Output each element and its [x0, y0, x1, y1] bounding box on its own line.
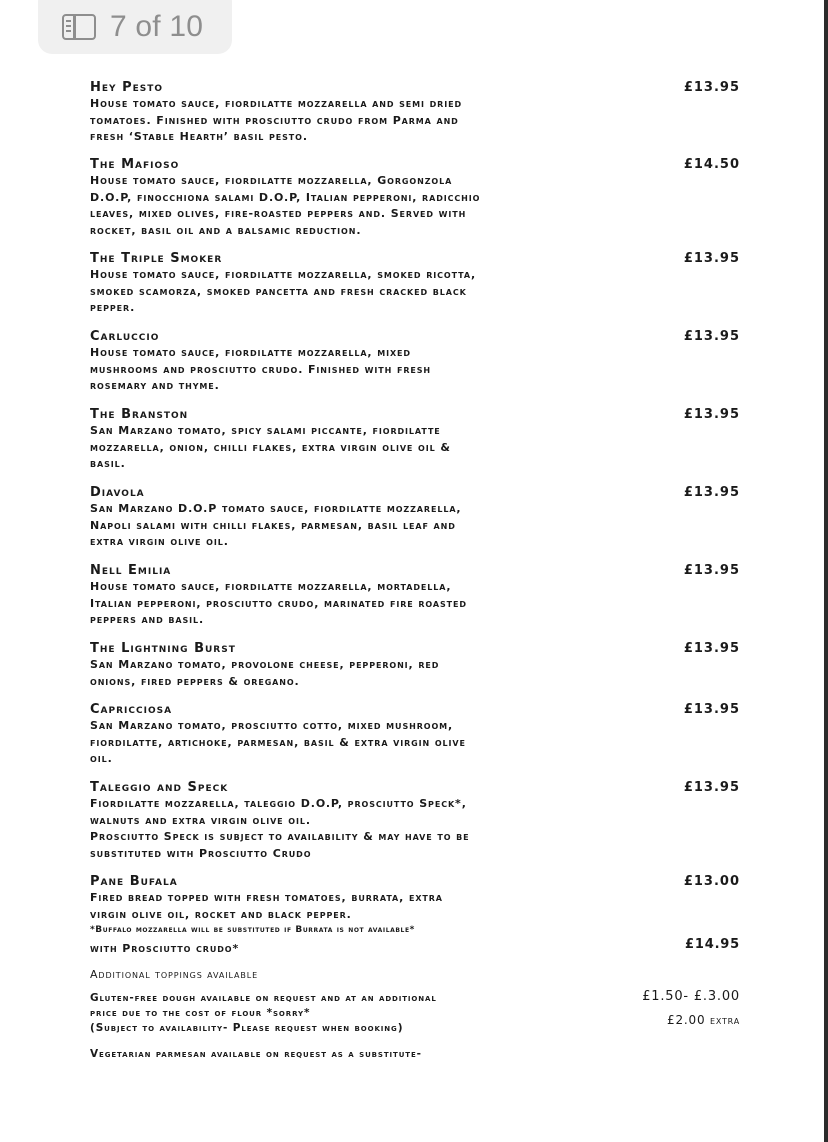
menu-item-name: Taleggio and Speck: [90, 780, 229, 795]
menu-item-taleggio-and-speck: [90, 779, 740, 862]
notice-line: price due to the cost of flour *sorry*: [90, 1007, 311, 1019]
menu-item-price: £13.95: [683, 485, 740, 500]
menu-item-description: [90, 718, 610, 768]
desc-line: House tomato sauce, fiordilatte mozzarella and semi dried: [90, 97, 462, 110]
notice-line: (Subject to availability- Please request when booking): [90, 1022, 404, 1034]
menu-item-price: £14.50: [683, 157, 740, 172]
toppings-label: Additional toppings available: [90, 968, 259, 981]
menu-item-price: £13.00: [683, 874, 740, 889]
desc-line: virgin olive oil, rocket and black pepper.: [90, 907, 352, 921]
desc-line: House tomato sauce, fiordilatte mozzarella, smoked ricotta,: [90, 268, 477, 281]
menu-item-price: £13.95: [683, 702, 740, 717]
menu-item-description: [90, 267, 610, 317]
desc-line: tomatoes. Finished with prosciutto crudo from Parma and: [90, 113, 459, 127]
menu-item-name: Carluccio: [90, 329, 160, 344]
toppings-price: £1.50- £.3.00: [642, 989, 740, 1004]
desc-line: leaves, mixed olives, fire-roasted peppers and. Served with: [90, 207, 467, 220]
desc-line: San Marzano tomato, spicy salami piccante, fiordilatte: [90, 424, 441, 437]
desc-line: Fiordilatte mozzarella, taleggio D.O.P, prosciutto Speck*,: [90, 797, 467, 810]
menu-item-description: [90, 796, 610, 862]
menu-item-the-lightning-burst: [90, 640, 740, 690]
menu-item-name: The Lightning Burst: [90, 641, 236, 656]
desc-line: peppers and basil.: [90, 613, 205, 626]
desc-line: basil.: [90, 457, 126, 470]
page-indicator-text: 7 of 10: [110, 10, 204, 43]
menu-item-description: [90, 890, 610, 923]
menu-item-description: [90, 579, 610, 629]
prosciutto-option-label: with Prosciutto crudo*: [90, 942, 240, 955]
menu-item-name: Capricciosa: [90, 702, 173, 717]
desc-line: substituted with Prosciutto Crudo: [90, 846, 312, 860]
menu-item-nell-emilia: [90, 562, 740, 629]
menu-item-name: Pane Bufala: [90, 874, 178, 889]
menu-item-name: Nell Emilia: [90, 563, 172, 578]
desc-line: rocket, basil oil and a balsamic reduction.: [90, 223, 362, 237]
desc-line: San Marzano tomato, provolone cheese, pepperoni, red: [90, 658, 440, 671]
menu-item-description: [90, 501, 610, 551]
desc-line: Napoli salami with chilli flakes, parmesan, basil leaf and: [90, 518, 456, 532]
desc-line: walnuts and extra virgin olive oil.: [90, 813, 311, 827]
menu-item-price: £13.95: [683, 407, 740, 422]
desc-line: rosemary and thyme.: [90, 379, 220, 392]
menu-item-note: *Buffalo mozzarella will be substituted if Burrata is not available*: [90, 925, 415, 935]
menu-item-capricciosa: [90, 701, 740, 768]
menu-item-description: [90, 96, 610, 146]
page-layout-icon: [62, 14, 96, 40]
menu-item-the-triple-smoker: [90, 250, 740, 317]
prosciutto-option-price: £14.95: [685, 937, 740, 952]
notice-line: Gluten-free dough available on request and at an additional: [90, 992, 437, 1004]
menu-item-name: The Mafioso: [90, 157, 180, 172]
desc-line: fresh ‘Stable Hearth’ basil pesto.: [90, 130, 308, 143]
desc-line: House tomato sauce, fiordilatte mozzarella, Gorgonzola: [90, 174, 453, 187]
menu-item-the-branston: [90, 406, 740, 473]
menu-item-description: [90, 345, 610, 395]
menu-item-carluccio: [90, 328, 740, 395]
menu-item-price: £13.95: [683, 329, 740, 344]
menu-item-description: [90, 173, 610, 239]
menu-item-price: £13.95: [683, 251, 740, 266]
gluten-free-notice: [90, 991, 610, 1036]
menu-item-price: £13.95: [683, 80, 740, 95]
desc-line: fiordilatte, artichoke, parmesan, basil & extra virgin olive: [90, 735, 466, 749]
desc-line: House tomato sauce, fiordilatte mozzarella, mortadella,: [90, 580, 452, 593]
menu-item-name: Diavola: [90, 485, 145, 500]
gluten-free-price: £2.00 extra: [667, 1013, 740, 1027]
desc-line: smoked scamorza, smoked pancetta and fresh cracked black: [90, 284, 467, 298]
desc-line: onions, fired peppers & oregano.: [90, 674, 300, 688]
menu-item-pane-bufala: [90, 873, 740, 937]
desc-line: San Marzano D.O.P tomato sauce, fiordilatte mozzarella,: [90, 502, 462, 515]
menu-item-the-mafioso: [90, 156, 740, 239]
desc-line: Italian pepperoni, prosciutto crudo, marinated fire roasted: [90, 596, 467, 610]
menu-item-price: £13.95: [683, 641, 740, 656]
desc-line: mushrooms and prosciutto crudo. Finished with fresh: [90, 362, 432, 376]
scrollbar-edge: [824, 0, 828, 1142]
menu-item-description: [90, 657, 610, 690]
desc-line: D.O.P, finocchiona salami D.O.P, Italian pepperoni, radicchio: [90, 190, 481, 204]
page-indicator[interactable]: [38, 0, 232, 54]
desc-line: extra virgin olive oil.: [90, 535, 229, 548]
menu-item-name: The Triple Smoker: [90, 251, 223, 266]
menu-item-diavola: [90, 484, 740, 551]
menu-item-name: Hey Pesto: [90, 80, 164, 95]
menu-item-price: £13.95: [683, 780, 740, 795]
menu-item-price: £13.95: [683, 563, 740, 578]
desc-line: San Marzano tomato, prosciutto cotto, mixed mushroom,: [90, 719, 454, 732]
desc-line: mozzarella, onion, chilli flakes, extra virgin olive oil &: [90, 440, 451, 454]
desc-line: pepper.: [90, 301, 136, 314]
desc-line: Prosciutto Speck is subject to availability & may have to be: [90, 830, 470, 843]
menu-item-name: The Branston: [90, 407, 189, 422]
desc-line: House tomato sauce, fiordilatte mozzarella, mixed: [90, 346, 411, 359]
menu-item-hey-pesto: [90, 79, 740, 146]
menu-item-description: [90, 423, 610, 473]
vegetarian-parmesan-note: Vegetarian parmesan available on request as a substitute-: [90, 1048, 422, 1060]
desc-line: oil.: [90, 752, 113, 765]
desc-line: Fired bread topped with fresh tomatoes, burrata, extra: [90, 891, 443, 904]
